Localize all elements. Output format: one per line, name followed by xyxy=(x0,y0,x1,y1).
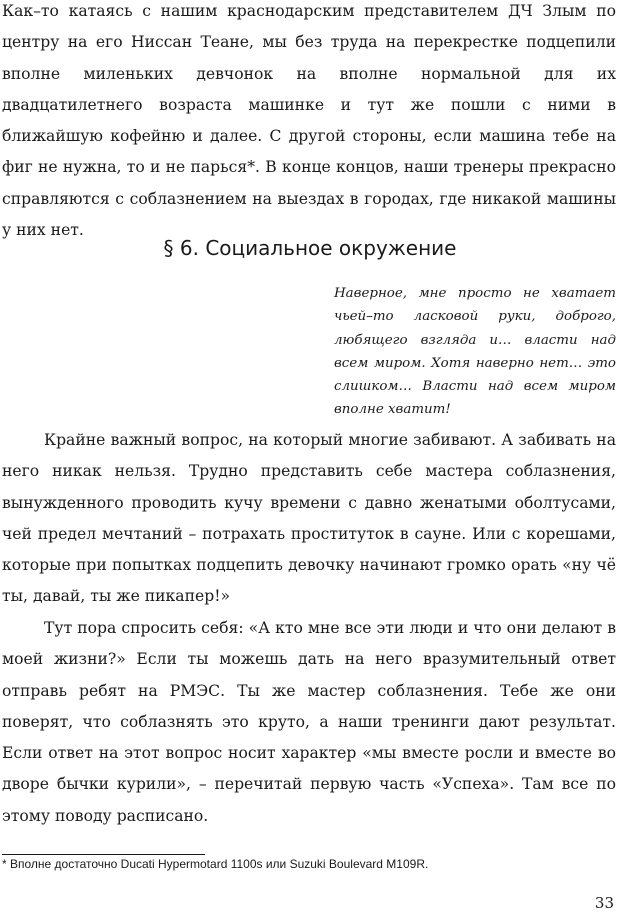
body-paragraph-2: Крайне важный вопрос, на который многие забивают. А забивать на него никак нельзя. Трудно представить себе мастера соблазнения, вынужденного проводить кучу времени с давно женатыми оболтусами, чей предел мечтаний – потрахать проституток в сауне. Или с корешами, которые при попытках подцепить девочку начинают громко орать «ну чё ты, давай, ты же пикапер!» xyxy=(2,431,616,606)
page-number: 33 xyxy=(594,894,614,912)
epigraph-quote: Наверное, мне просто не хватает чьей–то ласковой руки, доброго, любящего взгляда и… власти над всем миром. Хотя наверно нет… это слишком… Власти над всем миром вполне хватит! xyxy=(334,286,616,418)
body-paragraph-1: Как–то катаясь с нашим краснодарским представителем ДЧ Злым по центру на его Ниссан Теане, мы без труда на перекрестке подцепили вполне миленьких девчонок на вполне нормальной для их двадцатилетнего возраста машинке и тут же пошли с ними в ближайшую кофейню и далее. С другой стороны, если машина тебе на фиг не нужна, то и не парься*. В конце концов, наши тренеры прекрасно справляются с соблазнением на выездах в городах, где никакой машины у них нет. xyxy=(2,2,616,240)
section-heading: § 6. Социальное окружение xyxy=(163,236,457,260)
body-paragraph-3: Тут пора спросить себя: «А кто мне все эти люди и что они делают в моей жизни?» Если ты можешь дать на него вразумительный ответ отправь ребят на РМЭС. Ты же мастер соблазнения. Тебе же они поверят, что соблазнять это круто, а наши тренинги дают результат. Если ответ на этот вопрос носит характер «мы вместе росли и вместе во дворе бычки курили», – перечитай первую часть «Успеха». Там все по этому поводу расписано. xyxy=(2,619,616,825)
footnote-text: * Вполне достаточно Ducati Hypermotard 1100s или Suzuki Boulevard M109R. xyxy=(2,857,429,871)
footnote-divider xyxy=(2,854,205,855)
